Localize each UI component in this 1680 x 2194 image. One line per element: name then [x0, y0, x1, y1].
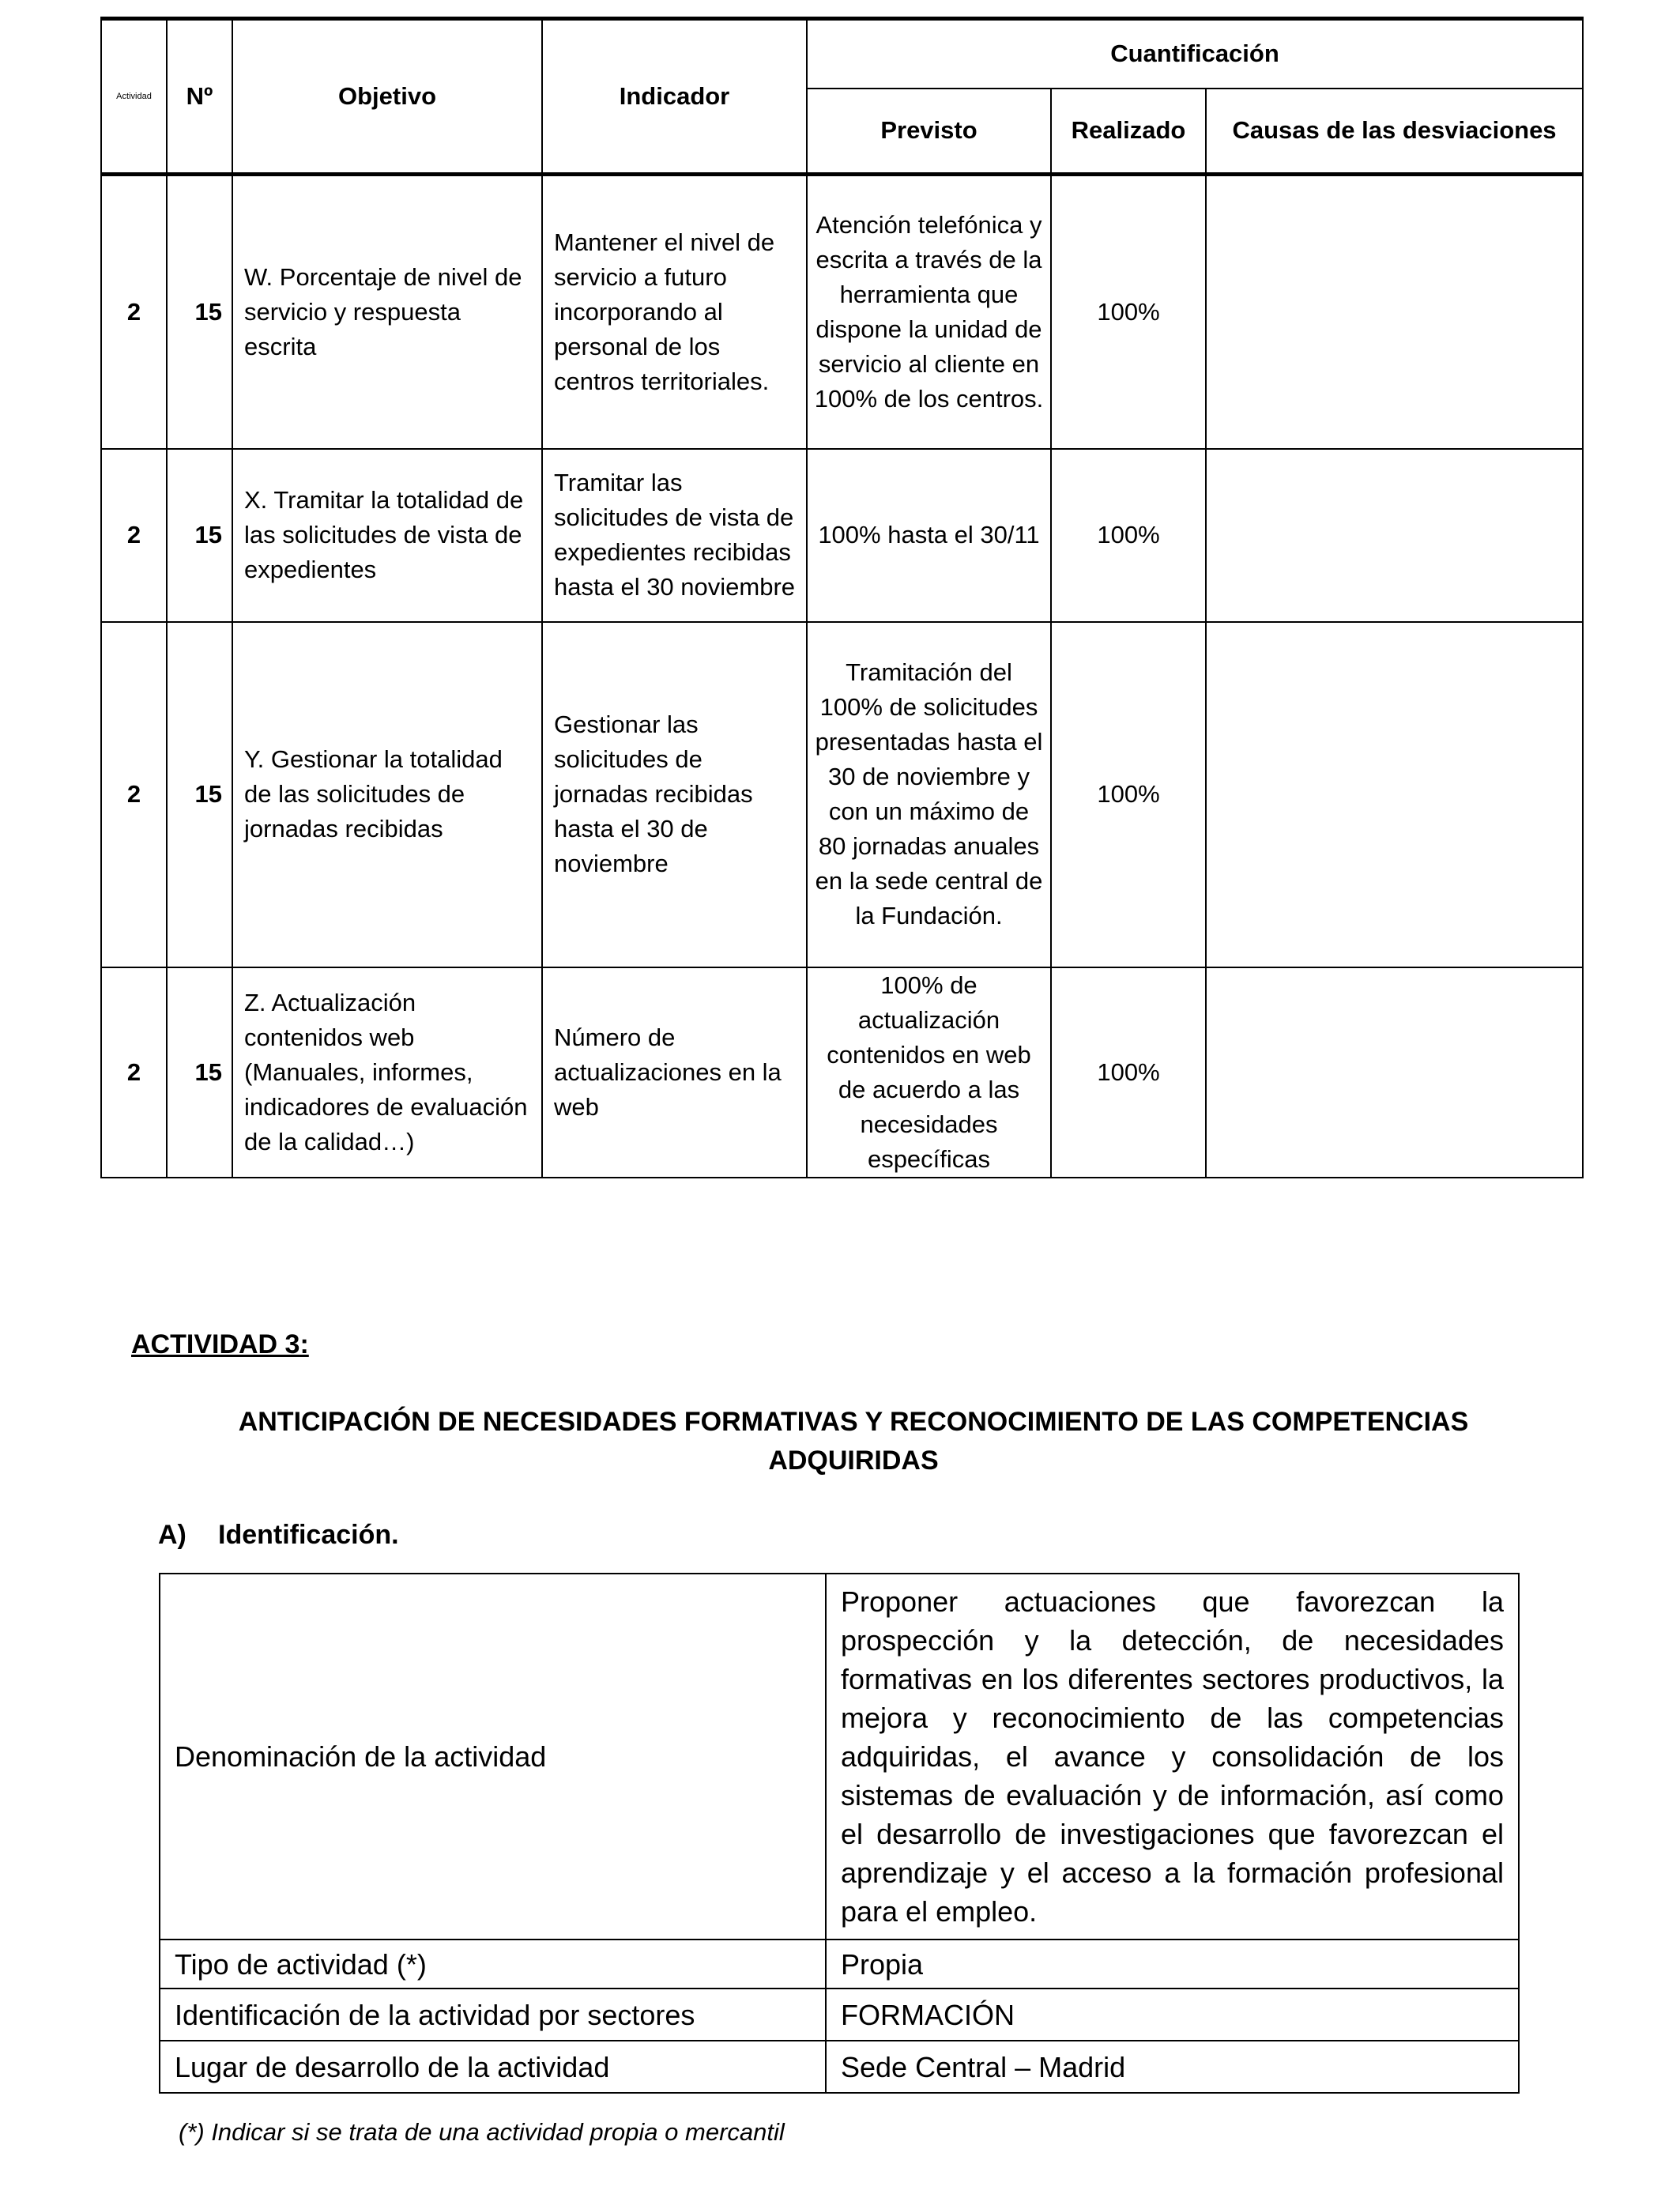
cell-realizado: 100%: [1051, 175, 1206, 449]
table-row: [101, 449, 1583, 622]
table-row: [101, 175, 1583, 449]
cell-numero: 15: [167, 175, 232, 449]
cell-causas: [1206, 622, 1583, 967]
cell-previsto: 100% hasta el 30/11: [807, 449, 1051, 622]
cell-causas: [1206, 967, 1583, 1178]
identification-label: Tipo de actividad (*): [160, 1940, 826, 1989]
cell-previsto: Atención telefónica y escrita a través de la herramienta que dispone la unidad de servicio al cliente en 100% de los centros.: [807, 175, 1051, 449]
header-objetivo: Objetivo: [232, 19, 542, 175]
identification-table: [159, 1573, 1520, 2094]
header-causas: Causas de las desviaciones: [1206, 89, 1583, 175]
cell-objetivo: Y. Gestionar la totalidad de las solicitudes de jornadas recibidas: [232, 622, 542, 967]
cell-realizado: 100%: [1051, 449, 1206, 622]
cell-objetivo: Z. Actualización contenidos web (Manuales, informes, indicadores de evaluación de la calidad…): [232, 967, 542, 1178]
table-row: [160, 1989, 1519, 2041]
cell-previsto: 100% de actualización contenidos en web de acuerdo a las necesidades específicas: [807, 967, 1051, 1178]
table-row: [101, 967, 1583, 1178]
cell-numero: 15: [167, 622, 232, 967]
identification-value: Sede Central – Madrid: [826, 2041, 1519, 2093]
header-realizado: Realizado: [1051, 89, 1206, 175]
table-row: [160, 1574, 1519, 1940]
activity-title: ACTIVIDAD 3:: [131, 1329, 309, 1359]
cell-actividad: 2: [101, 622, 167, 967]
header-previsto: Previsto: [807, 89, 1051, 175]
identification-value: Proponer actuaciones que favorezcan la prospección y la detección, de necesidades formativas en los diferentes sectores productivos, la mejora y reconocimiento de las competencias adquiridas, el avance y consolidación de los sistemas de evaluación y de información, así como el desarrollo de investigaciones que favorezcan el aprendizaje y el acceso a la formación profesional para el empleo.: [826, 1574, 1519, 1940]
identification-label: Identificación de la actividad por sectores: [160, 1989, 826, 2041]
table-row: [160, 2041, 1519, 2093]
section-heading: [158, 1520, 399, 1551]
header-actividad: Actividad: [101, 19, 167, 175]
cell-indicador: Número de actualizaciones en la web: [542, 967, 807, 1178]
cell-numero: 15: [167, 967, 232, 1178]
header-row: [101, 19, 1583, 89]
identification-label: Denominación de la actividad: [160, 1574, 826, 1940]
objectives-table: [100, 17, 1584, 1178]
cell-objetivo: W. Porcentaje de nivel de servicio y respuesta escrita: [232, 175, 542, 449]
identification-label: Lugar de desarrollo de la actividad: [160, 2041, 826, 2093]
identification-value: Propia: [826, 1940, 1519, 1989]
footnote: (*) Indicar si se trata de una actividad propia o mercantil: [179, 2118, 785, 2146]
cell-objetivo: X. Tramitar la totalidad de las solicitudes de vista de expedientes: [232, 449, 542, 622]
header-indicador: Indicador: [542, 19, 807, 175]
cell-actividad: 2: [101, 175, 167, 449]
cell-causas: [1206, 449, 1583, 622]
table-row: [101, 622, 1583, 967]
activity-subtitle: ANTICIPACIÓN DE NECESIDADES FORMATIVAS Y RECONOCIMIENTO DE LAS COMPETENCIAS ADQUIRIDAS: [238, 1407, 1469, 1476]
table-row: [160, 1940, 1519, 1989]
cell-indicador: Mantener el nivel de servicio a futuro incorporando al personal de los centros territoriales.: [542, 175, 807, 449]
header-cuantificacion: Cuantificación: [807, 19, 1583, 89]
identification-value: FORMACIÓN: [826, 1989, 1519, 2041]
cell-actividad: 2: [101, 967, 167, 1178]
cell-indicador: Gestionar las solicitudes de jornadas recibidas hasta el 30 de noviembre: [542, 622, 807, 967]
header-numero: Nº: [167, 19, 232, 175]
cell-numero: 15: [167, 449, 232, 622]
cell-realizado: 100%: [1051, 622, 1206, 967]
cell-realizado: 100%: [1051, 967, 1206, 1178]
section-title: Identificación.: [218, 1520, 399, 1550]
cell-previsto: Tramitación del 100% de solicitudes presentadas hasta el 30 de noviembre y con un máximo de 80 jornadas anuales en la sede central de la Fundación.: [807, 622, 1051, 967]
section-letter: A): [158, 1520, 186, 1550]
cell-causas: [1206, 175, 1583, 449]
cell-actividad: 2: [101, 449, 167, 622]
cell-indicador: Tramitar las solicitudes de vista de expedientes recibidas hasta el 30 noviembre: [542, 449, 807, 622]
